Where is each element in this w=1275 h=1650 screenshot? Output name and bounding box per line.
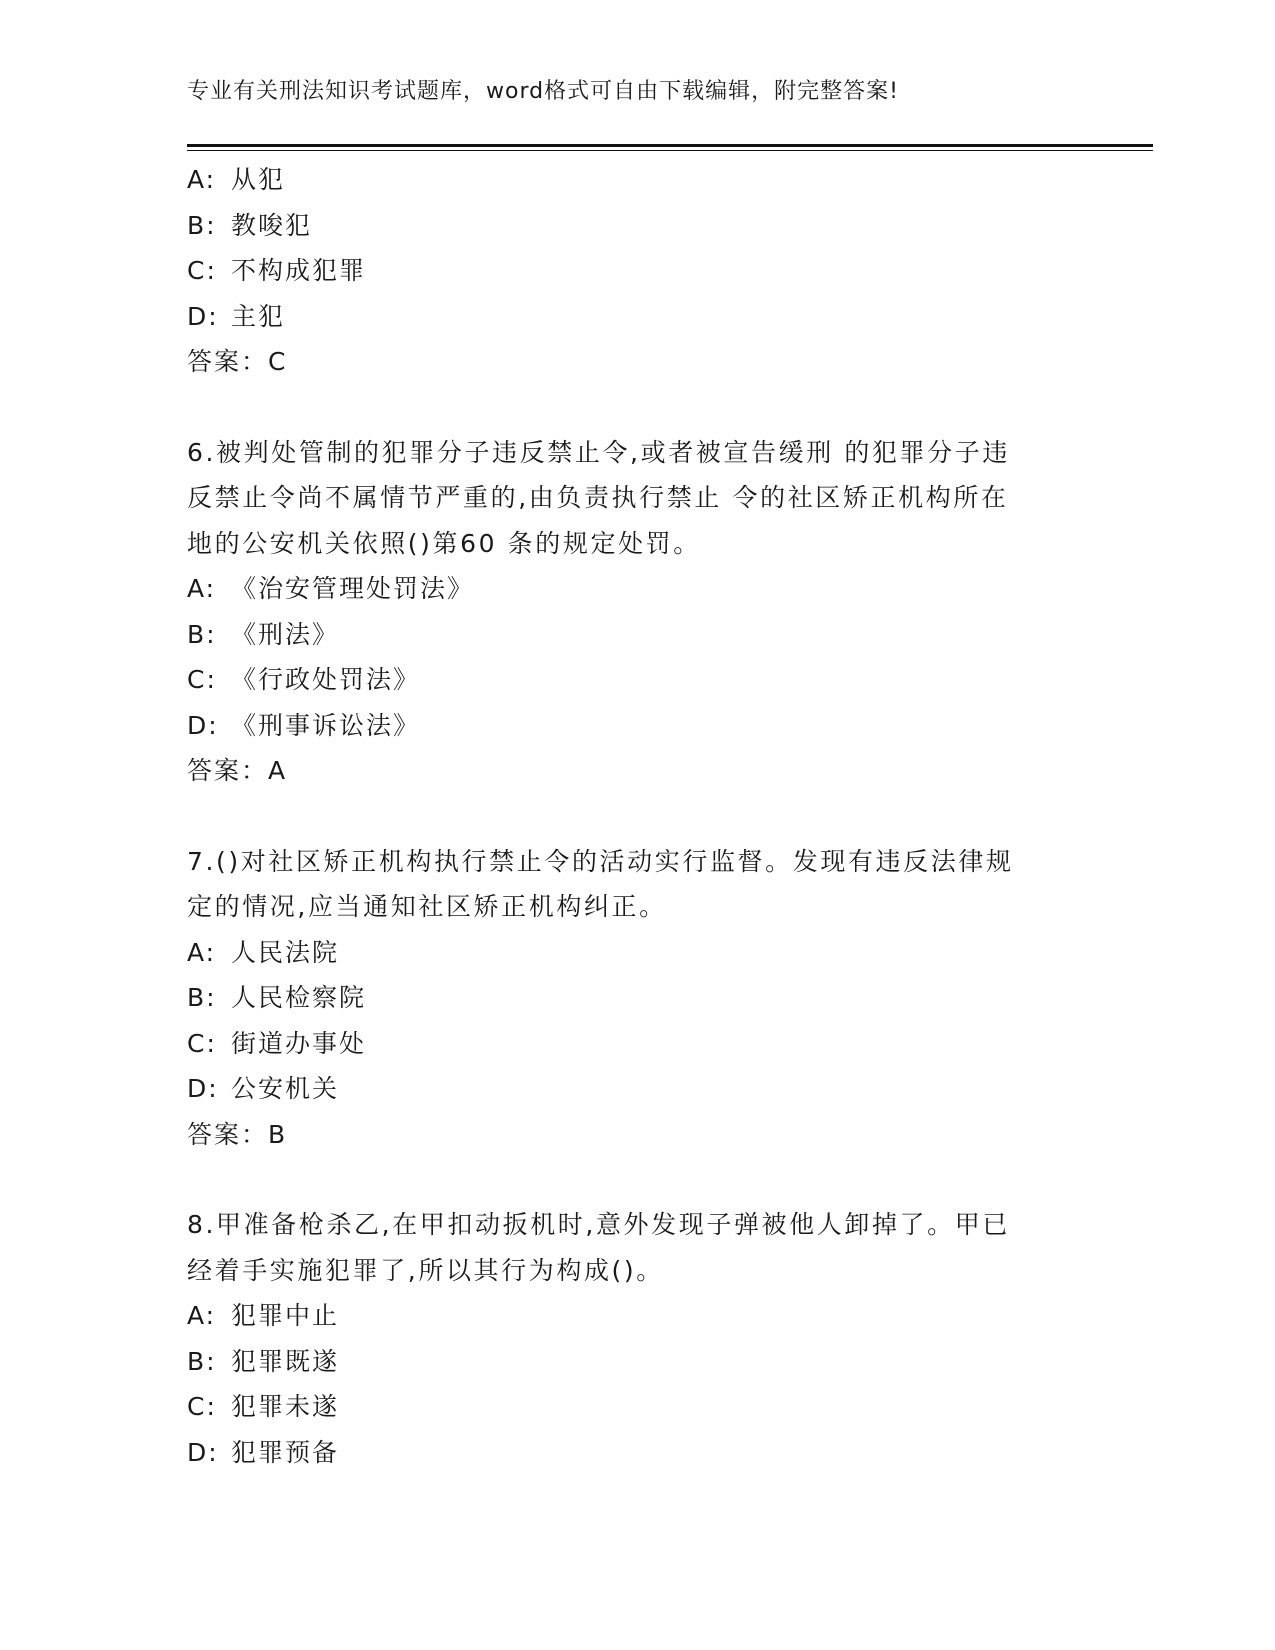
option-text: 教唆犯 [231,210,313,240]
option-letter: A: [187,1301,217,1330]
option-letter: B: [187,983,217,1012]
option-c [187,1021,1067,1067]
answer: 答案：B [187,1119,288,1149]
option-text: 《刑法》 [231,619,340,649]
question-7 [187,839,1067,1158]
option-letter: C: [187,665,217,694]
option-b [187,203,1067,249]
option-letter: C: [187,1028,217,1058]
option-letter: D: [187,1074,219,1103]
option-letter: D: [187,301,219,331]
question-stem [187,430,1067,567]
spacer [187,1157,1067,1202]
option-text: 犯罪预备 [231,1437,340,1467]
option-text: 主犯 [231,301,286,331]
option-text: 《行政处罚法》 [231,665,421,694]
option-letter: D: [187,1437,219,1467]
option-a [187,1293,1067,1339]
option-text: 街道办事处 [231,1028,367,1058]
option-letter: C: [187,1392,217,1421]
option-text: 人民法院 [231,937,340,967]
stem-line: 定的情况,应当通知社区矫正机构纠正。 [187,892,667,921]
question-5 [187,157,1067,385]
option-text: 公安机关 [231,1074,340,1103]
option-b [187,975,1067,1021]
option-text: 人民检察院 [231,983,367,1012]
page-header: 专业有关刑法知识考试题库，word格式可自由下载编辑，附完整答案! [187,79,899,104]
answer: 答案：C [187,347,288,376]
option-text: 犯罪既遂 [231,1346,340,1376]
option-b [187,1339,1067,1385]
option-text: 《治安管理处罚法》 [231,574,475,603]
option-a [187,157,1067,203]
stem-line: 6.被判处管制的犯罪分子违反禁止令,或者被宣告缓刑 的犯罪分子违 [187,437,1010,467]
option-letter: A: [187,937,217,967]
header-divider-thin [187,150,1153,151]
answer: 答案：A [187,756,288,785]
option-text: 《刑事诉讼法》 [231,710,421,740]
question-stem [187,1202,1067,1293]
stem-line: 7.()对社区矫正机构执行禁止令的活动实行监督。发现有违反法律规 [187,846,1014,876]
question-8 [187,1202,1067,1475]
option-text: 犯罪中止 [231,1301,340,1330]
option-letter: D: [187,710,219,740]
spacer [187,385,1067,430]
option-a [187,566,1067,612]
option-d [187,1066,1067,1112]
spacer [187,794,1067,839]
option-a [187,930,1067,976]
header-divider-thick [187,144,1153,147]
stem-line: 8.甲准备枪杀乙,在甲扣动扳机时,意外发现子弹被他人卸掉了。甲已 [187,1210,1010,1239]
question-list [187,157,1067,1475]
question-stem [187,839,1067,930]
stem-line: 地的公安机关依照()第60 条的规定处罚。 [187,528,701,558]
option-letter: B: [187,210,217,240]
question-6 [187,430,1067,794]
stem-line: 经着手实施犯罪了,所以其行为构成()。 [187,1255,664,1285]
option-c [187,657,1067,703]
option-d [187,1430,1067,1476]
option-b [187,612,1067,658]
option-text: 从犯 [231,165,286,194]
stem-line: 反禁止令尚不属情节严重的,由负责执行禁止 令的社区矫正机构所在 [187,483,1009,512]
option-letter: C: [187,256,217,285]
option-d [187,294,1067,340]
option-c [187,1384,1067,1430]
option-text: 不构成犯罪 [231,256,367,285]
option-d [187,703,1067,749]
option-text: 犯罪未遂 [231,1392,340,1421]
option-c [187,248,1067,294]
option-letter: B: [187,1346,217,1376]
option-letter: A: [187,574,217,603]
option-letter: A: [187,165,217,194]
option-letter: B: [187,619,217,649]
